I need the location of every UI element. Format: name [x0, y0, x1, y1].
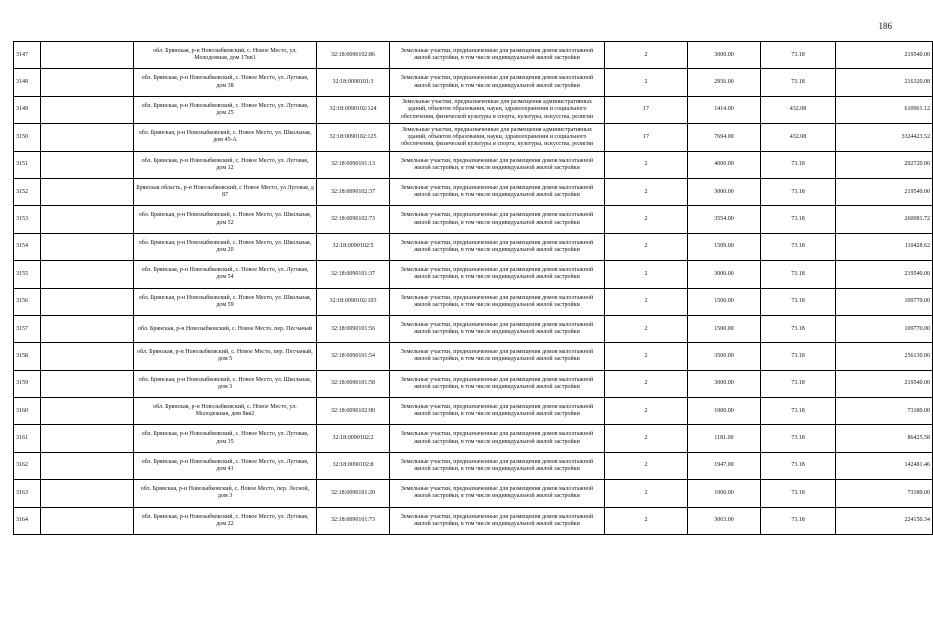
address-cell: обл. Брянская, р-н Новозыбковский, с. Новое Место, ул. Школьная, дом 59 [134, 288, 317, 315]
row-number: 3152 [14, 178, 41, 205]
table-row [14, 151, 933, 178]
address-cell: обл. Брянская, р-н Новозыбковский, с. Новое Место, ул. Луговая, дом 12 [134, 151, 317, 178]
cadastral-number-cell: 32:18:0090101:3 [317, 69, 390, 96]
cadastral-value-cell: 224150.34 [836, 507, 933, 534]
row-number: 3153 [14, 206, 41, 233]
row-number: 3162 [14, 452, 41, 479]
area-cell: 1500.00 [688, 288, 761, 315]
cadastral-number-cell: 32:18:0090102:86 [317, 42, 390, 69]
area-cell: 3000.00 [688, 261, 761, 288]
land-use-category-cell: Земельные участки, предназначенные для размещения домов малоэтажной жилой застройки, в том числе индивидуальной жилой застройки [390, 315, 605, 342]
cadastral-value-cell: 260081.72 [836, 206, 933, 233]
area-cell: 1000.00 [688, 398, 761, 425]
group-cell: 2 [605, 288, 688, 315]
cadastral-value-cell: 219540.00 [836, 178, 933, 205]
row-number: 3158 [14, 343, 41, 370]
cadastral-number-cell: 32:18:0090101:37 [317, 261, 390, 288]
cadastral-number-cell: 32:18:0090101:73 [317, 507, 390, 534]
empty-cell [41, 42, 134, 69]
row-number: 3159 [14, 370, 41, 397]
land-use-category-cell: Земельные участки, предназначенные для размещения домов малоэтажной жилой застройки, в том числе индивидуальной жилой застройки [390, 425, 605, 452]
rate-cell: 73.18 [761, 288, 836, 315]
row-number: 3163 [14, 480, 41, 507]
group-cell: 2 [605, 425, 688, 452]
cadastral-number-cell: 32:18:0090102:37 [317, 178, 390, 205]
address-cell: обл. Брянская, р-н Новозыбковский, с. Новое Место, ул. Луговая, дом 54 [134, 261, 317, 288]
cadastral-value-cell: 3324423.52 [836, 124, 933, 151]
row-number: 3156 [14, 288, 41, 315]
area-cell: 4000.00 [688, 151, 761, 178]
land-use-category-cell: Земельные участки, предназначенные для размещения административных зданий, объектов образования, науки, здравоохранения и социального обеспечения, физической культуры и спорта, культуры, искусства, религии [390, 96, 605, 123]
row-number: 3161 [14, 425, 41, 452]
cadastral-number-cell: 32:18:0090101:56 [317, 315, 390, 342]
address-cell: обл. Брянская, р-н Новозыбковский, с. Новое Место, ул. Школьная, дом 3 [134, 370, 317, 397]
cadastral-value-cell: 256130.00 [836, 343, 933, 370]
cadastral-value-cell: 219540.00 [836, 370, 933, 397]
address-cell: обл. Брянская, р-н Новозыбковский, с. Новое Место, пер. Песчаный [134, 315, 317, 342]
row-number: 3148 [14, 69, 41, 96]
table-row [14, 452, 933, 479]
table-row [14, 370, 933, 397]
group-cell: 2 [605, 315, 688, 342]
cadastral-number-cell: 32:18:0090102:125 [317, 124, 390, 151]
rate-cell: 73.18 [761, 178, 836, 205]
land-use-category-cell: Земельные участки, предназначенные для размещения домов малоэтажной жилой застройки, в том числе индивидуальной жилой застройки [390, 343, 605, 370]
cadastral-number-cell: 32:18:0090102:8 [317, 452, 390, 479]
row-number: 3149 [14, 96, 41, 123]
empty-cell [41, 288, 134, 315]
table-row [14, 178, 933, 205]
cadastral-number-cell: 32:18:0090102:2 [317, 425, 390, 452]
table-body [14, 42, 933, 535]
land-use-category-cell: Земельные участки, предназначенные для размещения домов малоэтажной жилой застройки, в том числе индивидуальной жилой застройки [390, 452, 605, 479]
row-number: 3155 [14, 261, 41, 288]
address-cell: обл. Брянская, р-н Новозыбковский, с. Новое Место, ул. Луговая, дом 22 [134, 507, 317, 534]
area-cell: 1500.00 [688, 315, 761, 342]
area-cell: 1509.00 [688, 233, 761, 260]
empty-cell [41, 398, 134, 425]
empty-cell [41, 151, 134, 178]
area-cell: 1947.00 [688, 452, 761, 479]
group-cell: 2 [605, 480, 688, 507]
empty-cell [41, 370, 134, 397]
empty-cell [41, 507, 134, 534]
cadastral-number-cell: 32:18:0090102:124 [317, 96, 390, 123]
empty-cell [41, 343, 134, 370]
page-number: 186 [878, 21, 892, 31]
group-cell: 2 [605, 343, 688, 370]
cadastral-value-cell: 110428.62 [836, 233, 933, 260]
table-row [14, 315, 933, 342]
land-use-category-cell: Земельные участки, предназначенные для размещения домов малоэтажной жилой застройки, в том числе индивидуальной жилой застройки [390, 69, 605, 96]
empty-cell [41, 425, 134, 452]
cadastral-value-cell: 219540.00 [836, 261, 933, 288]
rate-cell: 73.18 [761, 370, 836, 397]
cadastral-value-cell: 142481.46 [836, 452, 933, 479]
cadastral-number-cell: 32:18:0090102:103 [317, 288, 390, 315]
rate-cell: 73.18 [761, 398, 836, 425]
land-use-category-cell: Земельные участки, предназначенные для размещения административных зданий, объектов образования, науки, здравоохранения и социального обеспечения, физической культуры и спорта, культуры, искусства, религии [390, 124, 605, 151]
area-cell: 3000.00 [688, 370, 761, 397]
rate-cell: 73.18 [761, 233, 836, 260]
land-use-category-cell: Земельные участки, предназначенные для размещения домов малоэтажной жилой застройки, в том числе индивидуальной жилой застройки [390, 288, 605, 315]
group-cell: 2 [605, 261, 688, 288]
row-number: 3151 [14, 151, 41, 178]
rate-cell: 432.08 [761, 96, 836, 123]
rate-cell: 73.18 [761, 261, 836, 288]
land-use-category-cell: Земельные участки, предназначенные для размещения домов малоэтажной жилой застройки, в том числе индивидуальной жилой застройки [390, 178, 605, 205]
land-use-category-cell: Земельные участки, предназначенные для размещения домов малоэтажной жилой застройки, в том числе индивидуальной жилой застройки [390, 370, 605, 397]
row-number: 3160 [14, 398, 41, 425]
cadastral-number-cell: 32:18:0090101:58 [317, 370, 390, 397]
cadastral-number-cell: 32:18:0090101:13 [317, 151, 390, 178]
rate-cell: 73.18 [761, 315, 836, 342]
address-cell: обл. Брянская, р-н Новозыбковский, с. Новое Место, ул. Луговая, дом 35 [134, 425, 317, 452]
empty-cell [41, 261, 134, 288]
table-row [14, 480, 933, 507]
row-number: 3147 [14, 42, 41, 69]
cadastral-value-cell: 73180.00 [836, 398, 933, 425]
land-use-category-cell: Земельные участки, предназначенные для размещения домов малоэтажной жилой застройки, в том числе индивидуальной жилой застройки [390, 398, 605, 425]
group-cell: 2 [605, 370, 688, 397]
rate-cell: 432.08 [761, 124, 836, 151]
address-cell: обл. Брянская, р-н Новозыбковский, с. Новое Место, ул. Молодежная, дом 17кв1 [134, 42, 317, 69]
group-cell: 2 [605, 398, 688, 425]
address-cell: обл. Брянская, р-н Новозыбковский, с. Новое Место, ул. Луговая, дом 41 [134, 452, 317, 479]
empty-cell [41, 233, 134, 260]
cadastral-number-cell: 32:18:0090102:5 [317, 233, 390, 260]
land-use-category-cell: Земельные участки, предназначенные для размещения домов малоэтажной жилой застройки, в том числе индивидуальной жилой застройки [390, 42, 605, 69]
empty-cell [41, 315, 134, 342]
table-row [14, 507, 933, 534]
row-number: 3157 [14, 315, 41, 342]
address-cell: обл. Брянская, р-н Новозыбковский, с. Новое Место, пер. Лесной, дом 3 [134, 480, 317, 507]
cadastral-value-cell: 86425.58 [836, 425, 933, 452]
area-cell: 7694.00 [688, 124, 761, 151]
group-cell: 2 [605, 178, 688, 205]
table-row [14, 233, 933, 260]
cadastral-table [13, 41, 933, 535]
empty-cell [41, 452, 134, 479]
row-number: 3164 [14, 507, 41, 534]
rate-cell: 73.18 [761, 151, 836, 178]
cadastral-number-cell: 32:18:0090101:54 [317, 343, 390, 370]
empty-cell [41, 206, 134, 233]
table-row [14, 288, 933, 315]
cadastral-value-cell: 216320.08 [836, 69, 933, 96]
table-row [14, 124, 933, 151]
rate-cell: 73.18 [761, 206, 836, 233]
address-cell: обл. Брянская, р-н Новозыбковский, с. Новое Место, ул. Школьная, дом 52 [134, 206, 317, 233]
address-cell: обл. Брянская, р-н Новозыбковский, с. Новое Место, ул. Луговая, дом 38 [134, 69, 317, 96]
land-use-category-cell: Земельные участки, предназначенные для размещения домов малоэтажной жилой застройки, в том числе индивидуальной жилой застройки [390, 507, 605, 534]
table-row [14, 425, 933, 452]
area-cell: 1181.00 [688, 425, 761, 452]
group-cell: 2 [605, 69, 688, 96]
rate-cell: 73.18 [761, 480, 836, 507]
area-cell: 3500.00 [688, 343, 761, 370]
cadastral-number-cell: 32:18:0090102:90 [317, 398, 390, 425]
land-use-category-cell: Земельные участки, предназначенные для размещения домов малоэтажной жилой застройки, в том числе индивидуальной жилой застройки [390, 480, 605, 507]
rate-cell: 73.18 [761, 425, 836, 452]
area-cell: 2956.00 [688, 69, 761, 96]
area-cell: 3554.00 [688, 206, 761, 233]
land-use-category-cell: Земельные участки, предназначенные для размещения домов малоэтажной жилой застройки, в том числе индивидуальной жилой застройки [390, 261, 605, 288]
group-cell: 2 [605, 42, 688, 69]
table-row [14, 206, 933, 233]
table-row [14, 343, 933, 370]
empty-cell [41, 480, 134, 507]
area-cell: 1000.00 [688, 480, 761, 507]
rate-cell: 73.18 [761, 507, 836, 534]
cadastral-value-cell: 292720.00 [836, 151, 933, 178]
land-use-category-cell: Земельные участки, предназначенные для размещения домов малоэтажной жилой застройки, в том числе индивидуальной жилой застройки [390, 151, 605, 178]
rate-cell: 73.18 [761, 343, 836, 370]
address-cell: обл. Брянская, р-н Новозыбковский, с. Новое Место, ул. Молодежная, дом 8кв2 [134, 398, 317, 425]
address-cell: обл. Брянская, р-н Новозыбковский, с. Новое Место, ул. Школьная, дом 20 [134, 233, 317, 260]
rate-cell: 73.18 [761, 452, 836, 479]
empty-cell [41, 124, 134, 151]
empty-cell [41, 178, 134, 205]
group-cell: 2 [605, 233, 688, 260]
table-row [14, 261, 933, 288]
table-row [14, 42, 933, 69]
address-cell: обл. Брянская, р-н Новозыбковский, с. Новое Место, ул. Школьная, дом 45-А [134, 124, 317, 151]
address-cell: обл. Брянская, р-н Новозыбковский, с. Новое Место, ул. Луговая, дом 25 [134, 96, 317, 123]
table-row [14, 69, 933, 96]
cadastral-value-cell: 219540.00 [836, 42, 933, 69]
table-row [14, 398, 933, 425]
area-cell: 3000.00 [688, 178, 761, 205]
table-row [14, 96, 933, 123]
group-cell: 17 [605, 124, 688, 151]
address-cell: Брянская область, р-н Новозыбковский, с Новое Место, ул Луговая, д 87 [134, 178, 317, 205]
land-use-category-cell: Земельные участки, предназначенные для размещения домов малоэтажной жилой застройки, в том числе индивидуальной жилой застройки [390, 233, 605, 260]
row-number: 3150 [14, 124, 41, 151]
cadastral-value-cell: 610961.12 [836, 96, 933, 123]
group-cell: 2 [605, 151, 688, 178]
cadastral-value-cell: 109770.00 [836, 288, 933, 315]
group-cell: 2 [605, 507, 688, 534]
address-cell: обл. Брянская, р-н Новозыбковский, с. Новое Место, пер. Песчаный, дом 5 [134, 343, 317, 370]
rate-cell: 73.18 [761, 42, 836, 69]
area-cell: 3063.00 [688, 507, 761, 534]
group-cell: 17 [605, 96, 688, 123]
group-cell: 2 [605, 452, 688, 479]
cadastral-value-cell: 73180.00 [836, 480, 933, 507]
cadastral-number-cell: 32:18:0090101:20 [317, 480, 390, 507]
area-cell: 3000.00 [688, 42, 761, 69]
group-cell: 2 [605, 206, 688, 233]
cadastral-number-cell: 32:18:0090102:73 [317, 206, 390, 233]
empty-cell [41, 69, 134, 96]
area-cell: 1414.00 [688, 96, 761, 123]
empty-cell [41, 96, 134, 123]
cadastral-value-cell: 109770.00 [836, 315, 933, 342]
row-number: 3154 [14, 233, 41, 260]
land-use-category-cell: Земельные участки, предназначенные для размещения домов малоэтажной жилой застройки, в том числе индивидуальной жилой застройки [390, 206, 605, 233]
rate-cell: 73.18 [761, 69, 836, 96]
